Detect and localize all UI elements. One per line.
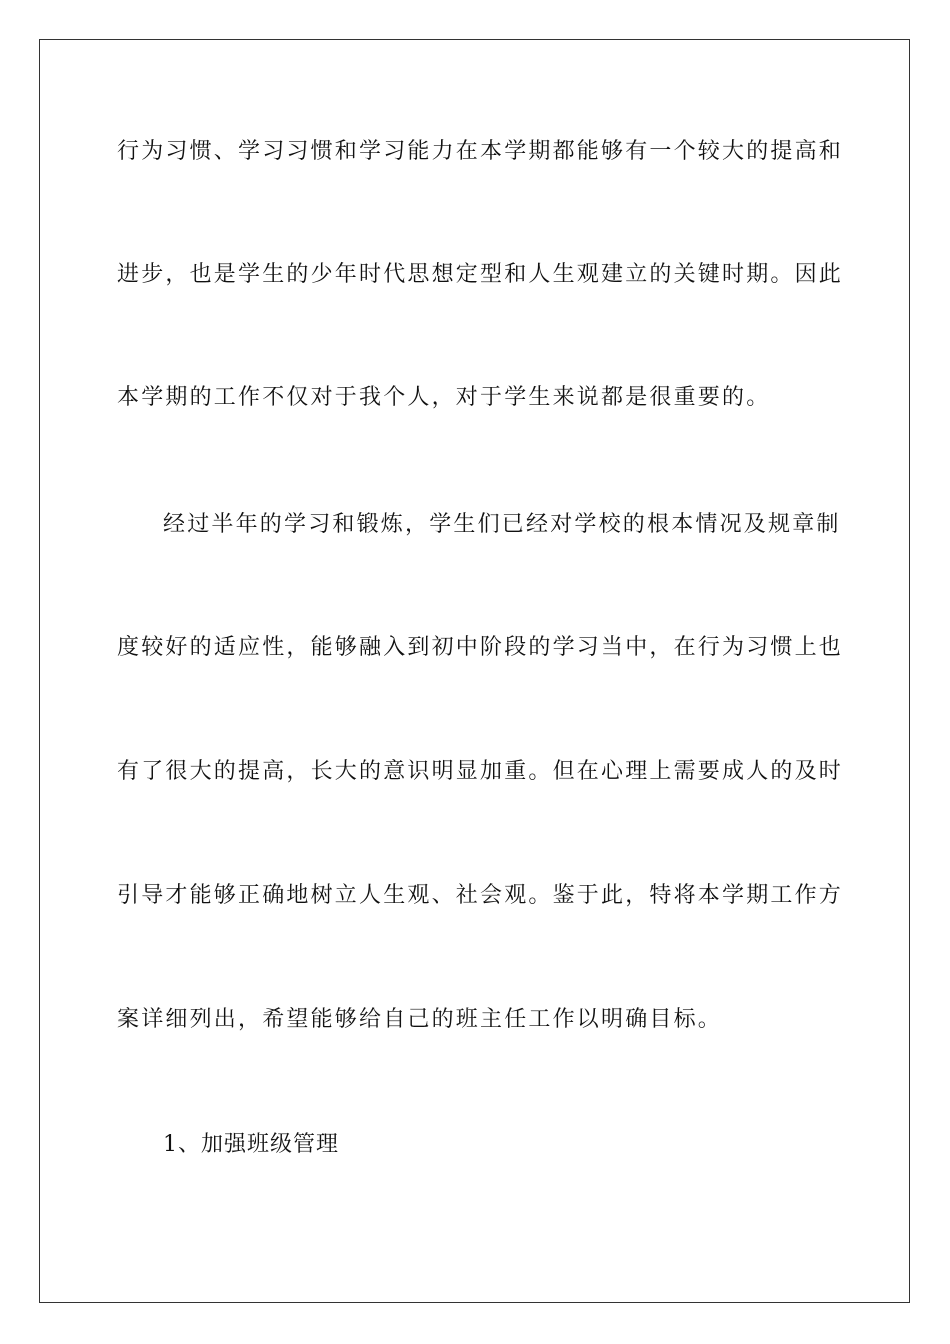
paragraph-2-line-4: 引导才能够正确地树立人生观、社会观。鉴于此，特将本学期工作方 [117, 883, 844, 908]
paragraph-1-line-1: 行为习惯、学习习惯和学习能力在本学期都能够有一个较大的提高和 [117, 139, 844, 164]
paragraph-1-line-3: 本学期的工作不仅对于我个人，对于学生来说都是很重要的。 [117, 385, 771, 410]
page-border [39, 39, 910, 1303]
paragraph-2-line-5: 案详细列出，希望能够给自己的班主任工作以明确目标。 [117, 1007, 723, 1032]
paragraph-2-line-1: 经过半年的学习和锻炼，学生们已经对学校的根本情况及规章制 [163, 512, 841, 537]
paragraph-2-line-3: 有了很大的提高，长大的意识明显加重。但在心理上需要成人的及时 [117, 759, 844, 784]
section-heading: 1、加强班级管理 [163, 1132, 339, 1157]
paragraph-2-line-2: 度较好的适应性，能够融入到初中阶段的学习当中，在行为习惯上也 [117, 635, 844, 660]
paragraph-1-line-2: 进步，也是学生的少年时代思想定型和人生观建立的关键时期。因此 [117, 262, 844, 287]
